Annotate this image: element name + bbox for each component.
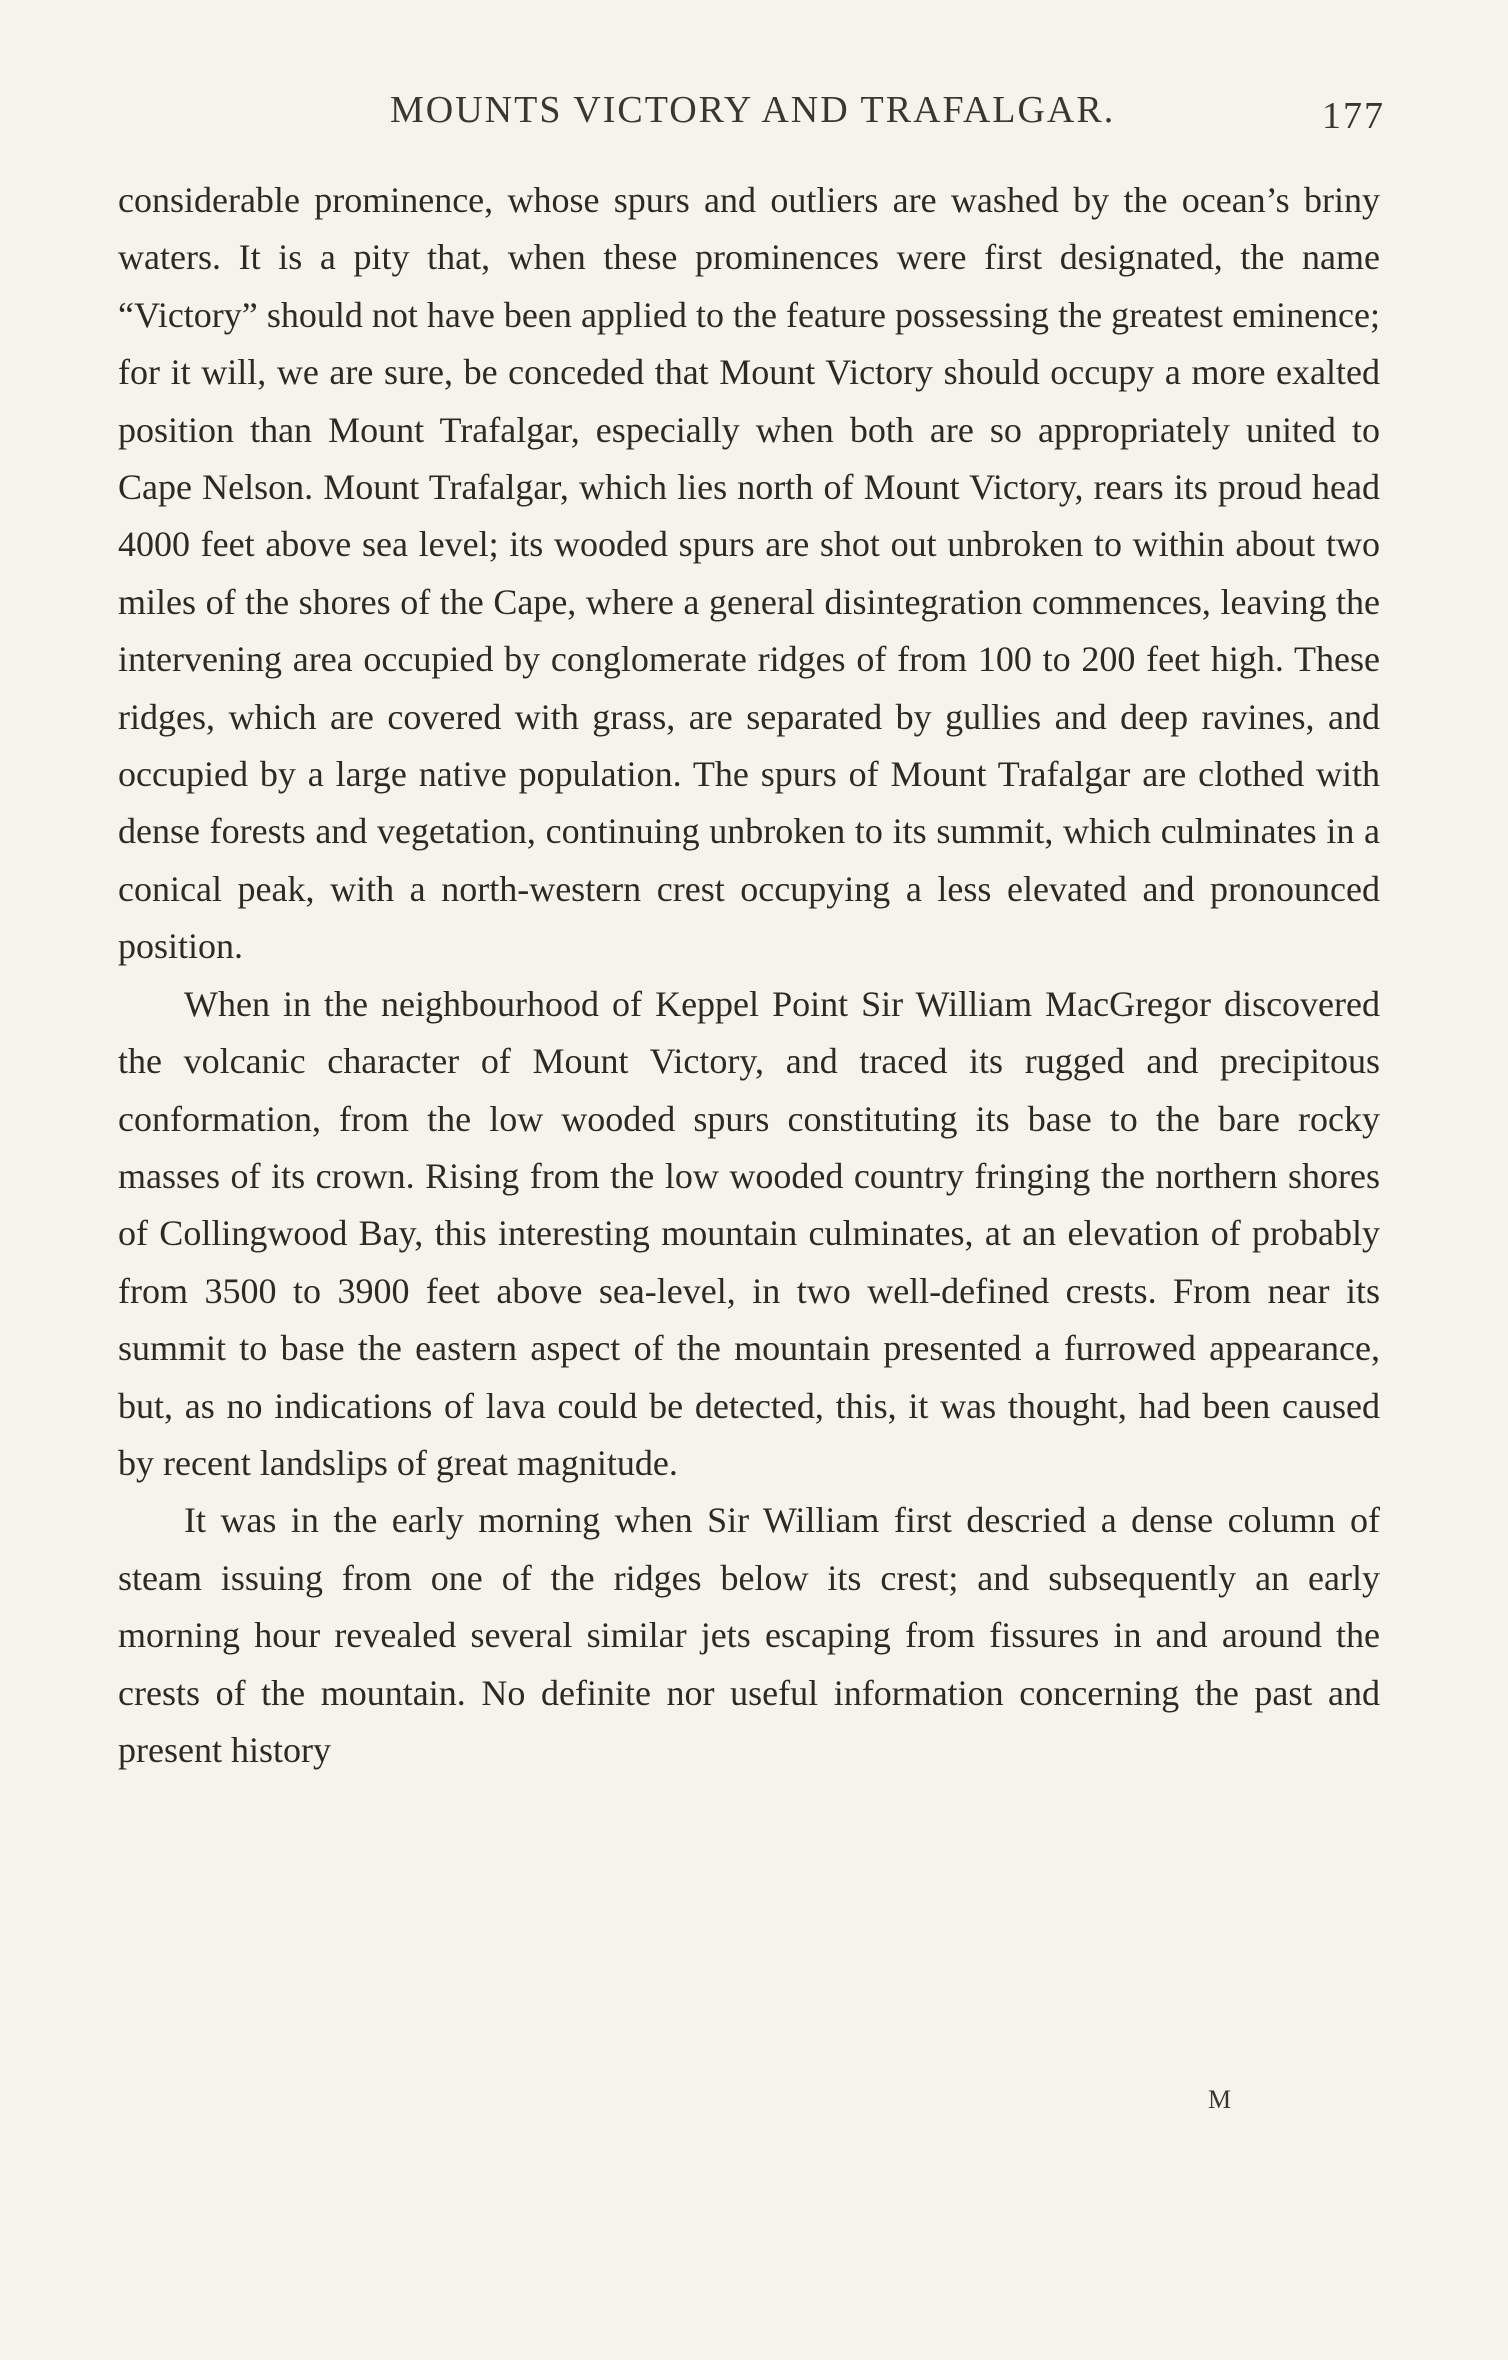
body-text <box>118 172 1380 1779</box>
paragraph-keppel-point: When in the neighbourhood of Keppel Point Sir William MacGregor discovered the volcanic character of Mount Victory, and traced its rugged and precipitous conformation, from the low wooded spurs constituting its base to the bare rocky masses of its crown. Rising from the low wooded country fringing the northern shores of Collingwood Bay, this interesting mountain culminates, at an elevation of probably from 3500 to 3900 feet above sea-level, in two well-defined crests. From near its summit to base the eastern aspect of the mountain presented a furrowed appearance, but, as no indications of lava could be detected, this, it was thought, had been caused by recent landslips of great magnitude. <box>118 983 1380 1483</box>
running-head <box>0 88 1508 148</box>
page-number: 177 <box>1322 95 1385 137</box>
chapter-running-title: MOUNTS VICTORY AND TRAFALGAR. <box>390 89 1116 131</box>
paragraph-steam-column: It was in the early morning when Sir William first descried a dense column of steam issuing from one of the ridges below its crest; and subsequently an early morning hour revealed several similar jets escaping from fissures in and around the crests of the mountain. No definite nor useful information concerning the past and present history <box>118 1500 1380 1770</box>
signature-mark: M <box>1208 2085 1233 2114</box>
paragraph-continuation: considerable prominence, whose spurs and outliers are washed by the ocean’s briny waters. It is a pity that, when these prominences were first designated, the name “Victory” should not have been applied to the feature possessing the greatest eminence; for it will, we are sure, be conceded that Mount Victory should occupy a more exalted position than Mount Trafalgar, especially when both are so appropriately united to Cape Nelson. Mount Trafalgar, which lies north of Mount Victory, rears its proud head 4000 feet above sea level; its wooded spurs are shot out unbroken to within about two miles of the shores of the Cape, where a general disintegration commences, leaving the intervening area occupied by conglomerate ridges of from 100 to 200 feet high. These ridges, which are covered with grass, are separated by gullies and deep ravines, and occupied by a large native population. The spurs of Mount Trafalgar are clothed with dense forests and vegetation, continuing unbroken to its summit, which culminates in a conical peak, with a north-western crest occupying a less elevated and pronounced position. <box>118 180 1380 967</box>
